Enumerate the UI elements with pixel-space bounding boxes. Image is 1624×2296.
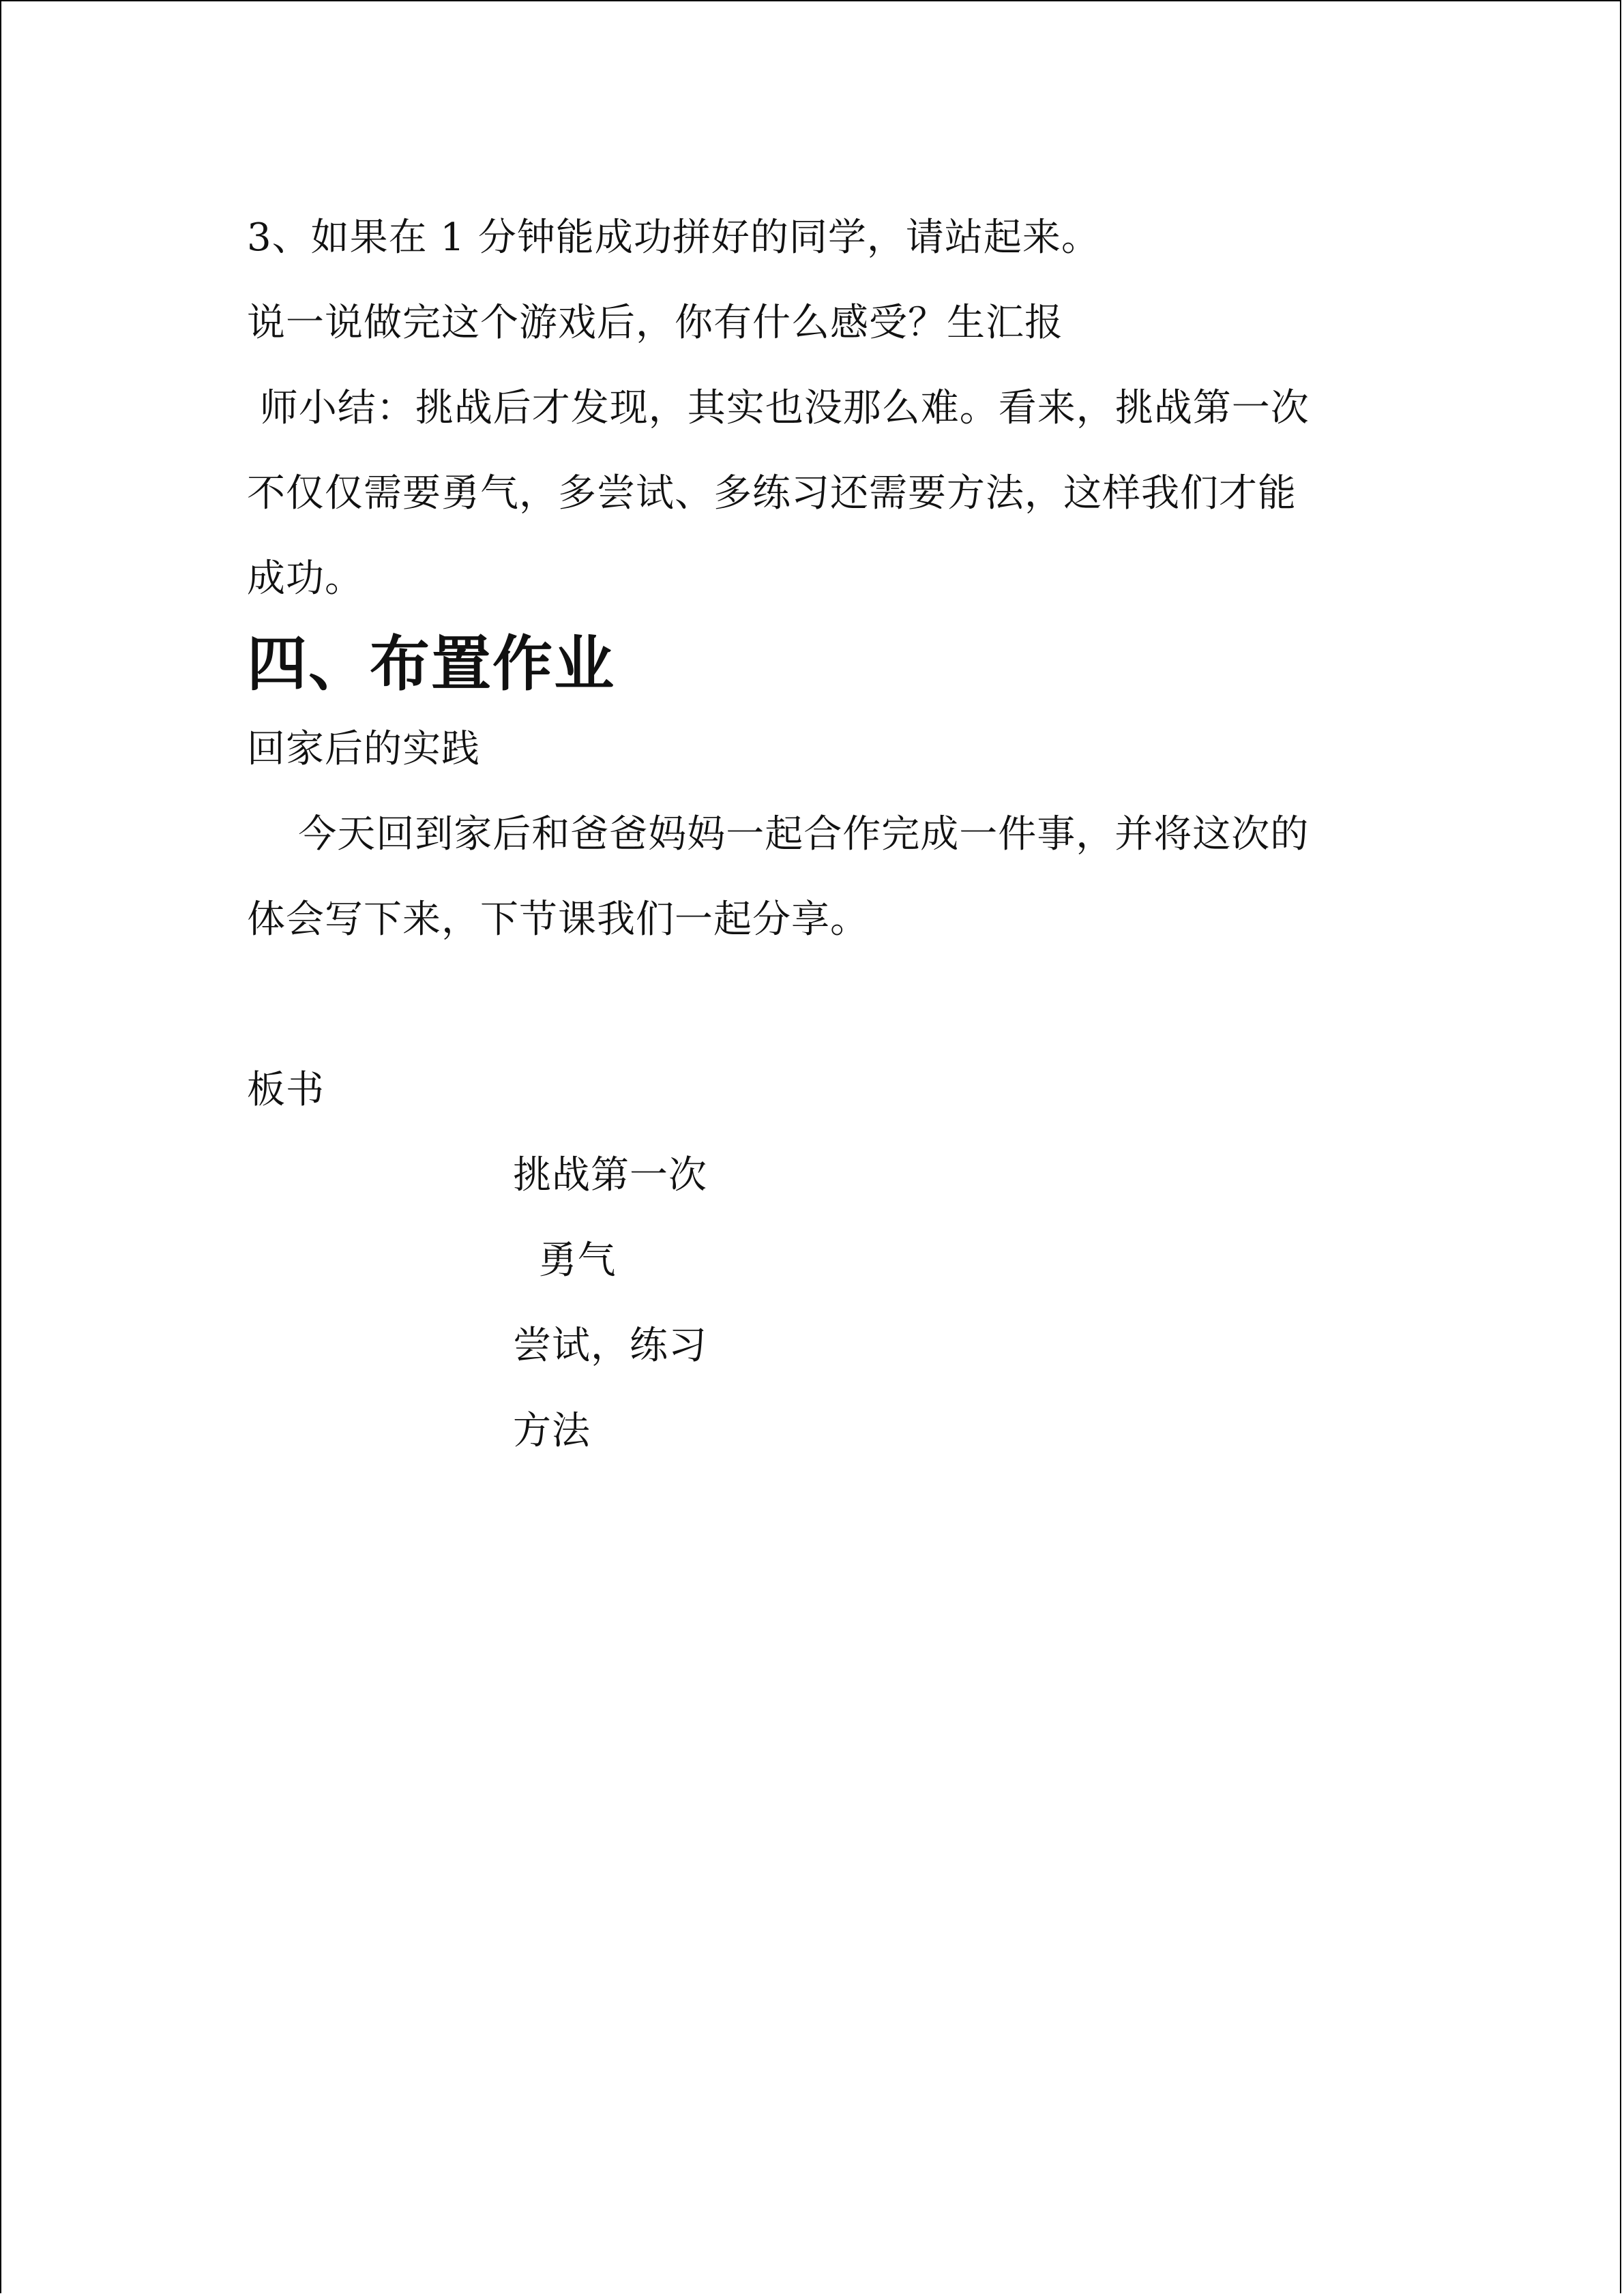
homework-body-line-2: 体会写下来，下节课我们一起分享。 <box>247 897 869 942</box>
board-item-4: 方法 <box>513 1409 591 1453</box>
board-item-2: 勇气 <box>513 1238 617 1283</box>
board-label: 板书 <box>247 1068 325 1112</box>
homework-body-line-1: 今天回到家后和爸爸妈妈一起合作完成一件事，并将这次的 <box>247 812 1310 856</box>
board-item-3: 尝试，练习 <box>513 1324 707 1368</box>
text-line-2: 说一说做完这个游戏后，你有什么感受？生汇报 <box>247 301 1063 345</box>
text-line-3: 师小结：挑战后才发现，其实也没那么难。看来，挑战第一次 <box>247 386 1310 430</box>
section-heading: 四、布置作业 <box>247 629 616 699</box>
homework-title: 回家后的实践 <box>247 727 480 771</box>
text-line-1: 3、如果在 1 分钟能成功拼好的同学，请站起来。 <box>247 215 1100 260</box>
text-line-4: 不仅仅需要勇气，多尝试、多练习还需要方法，这样我们才能 <box>247 471 1297 516</box>
board-item-1: 挑战第一次 <box>513 1153 707 1197</box>
text-line-5: 成功。 <box>247 556 364 601</box>
